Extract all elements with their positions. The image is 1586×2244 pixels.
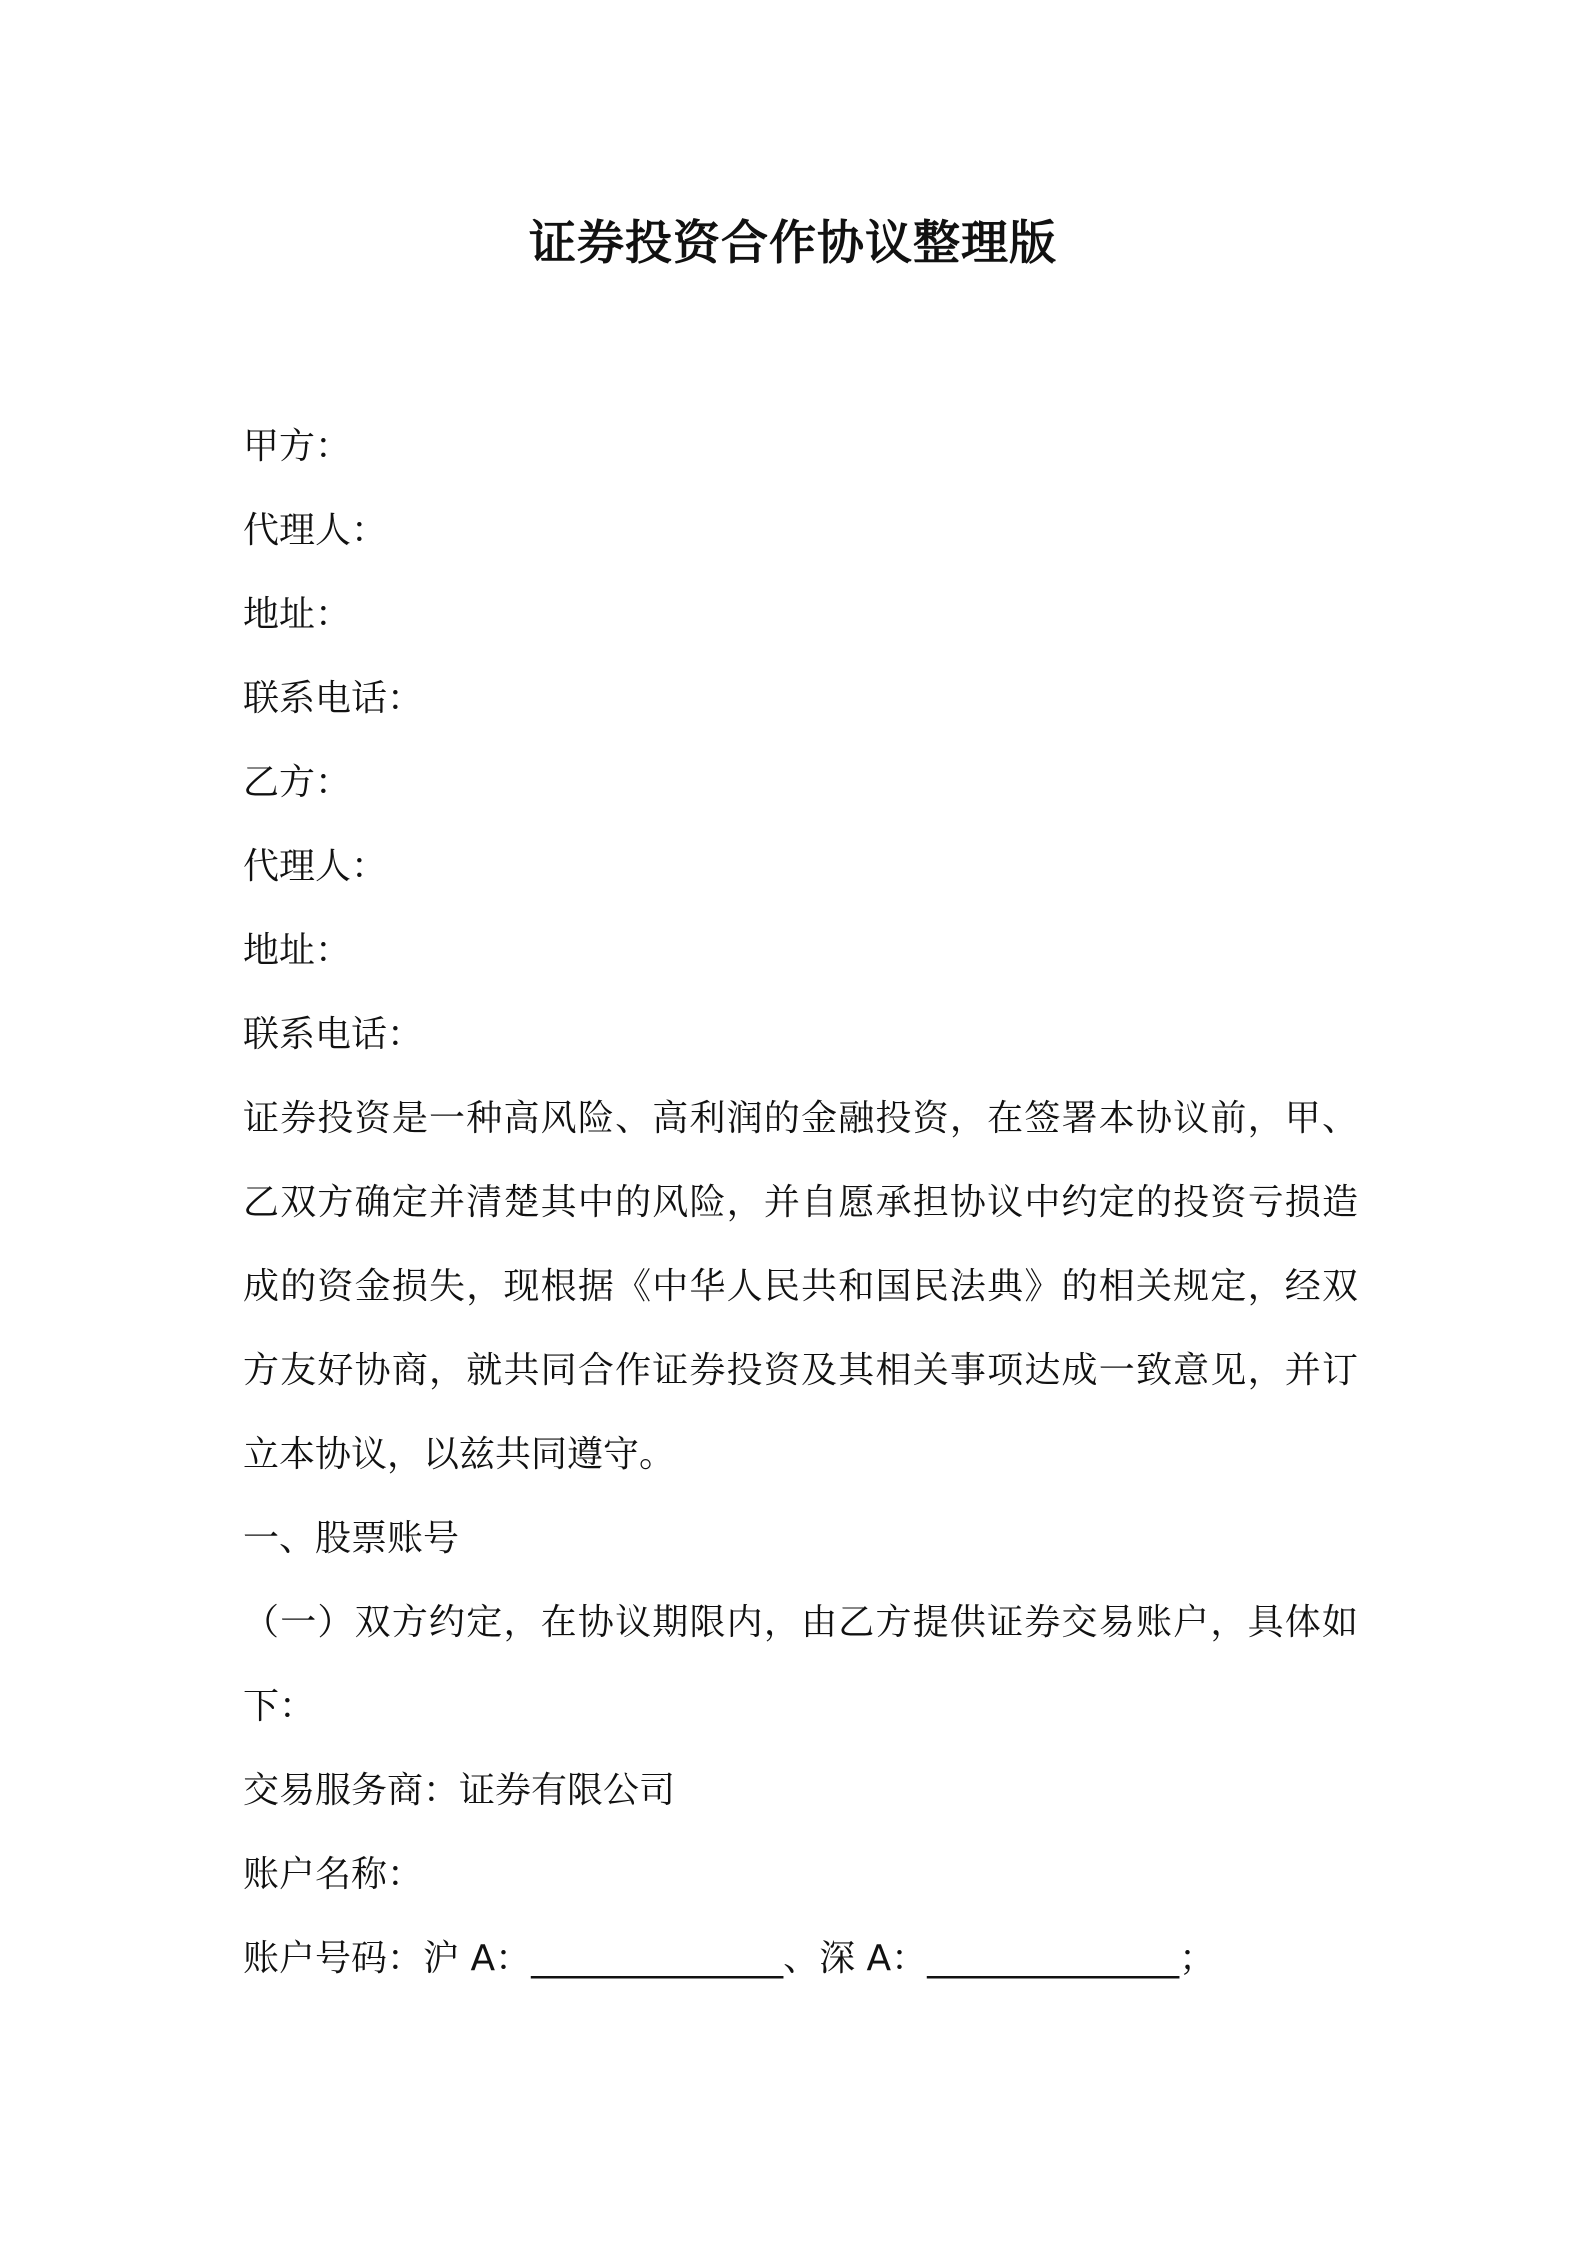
document-body	[243, 405, 1358, 2001]
section-1-clause-1: （一）双方约定，在协议期限内，由乙方提供证券交易账户，具体如下：	[243, 1602, 1358, 1727]
party-a-phone-label: 联系电话：	[243, 678, 424, 719]
party-b-phone-label: 联系电话：	[243, 1014, 424, 1055]
broker-line: 交易服务商：证券有限公司	[243, 1770, 676, 1811]
document-title: 证券投资合作协议整理版	[529, 216, 1057, 271]
party-a-name-label: 甲方：	[243, 426, 352, 467]
section-1-heading: 一、股票账号	[243, 1518, 460, 1559]
preamble-paragraph: 证券投资是一种高风险、高利润的金融投资，在签署本协议前，甲、乙双方确定并清楚其中的风险，并自愿承担协议中约定的投资亏损造成的资金损失，现根据《中华人民共和国民法典》的相关规定，经双方友好协商，就共同合作证券投资及其相关事项达成一致意见，并订立本协议，以兹共同遵守。	[243, 1098, 1358, 1475]
party-a-address-label: 地址：	[243, 594, 352, 635]
party-b-address-label: 地址：	[243, 930, 352, 971]
account-name-line: 账户名称：	[243, 1854, 424, 1895]
party-b-name-label: 乙方：	[243, 762, 352, 803]
party-a-agent-label: 代理人：	[243, 510, 388, 551]
account-number-line: 账户号码：沪 A：______________、深 A：______________；	[243, 1938, 1216, 1979]
party-b-agent-label: 代理人：	[243, 846, 388, 887]
